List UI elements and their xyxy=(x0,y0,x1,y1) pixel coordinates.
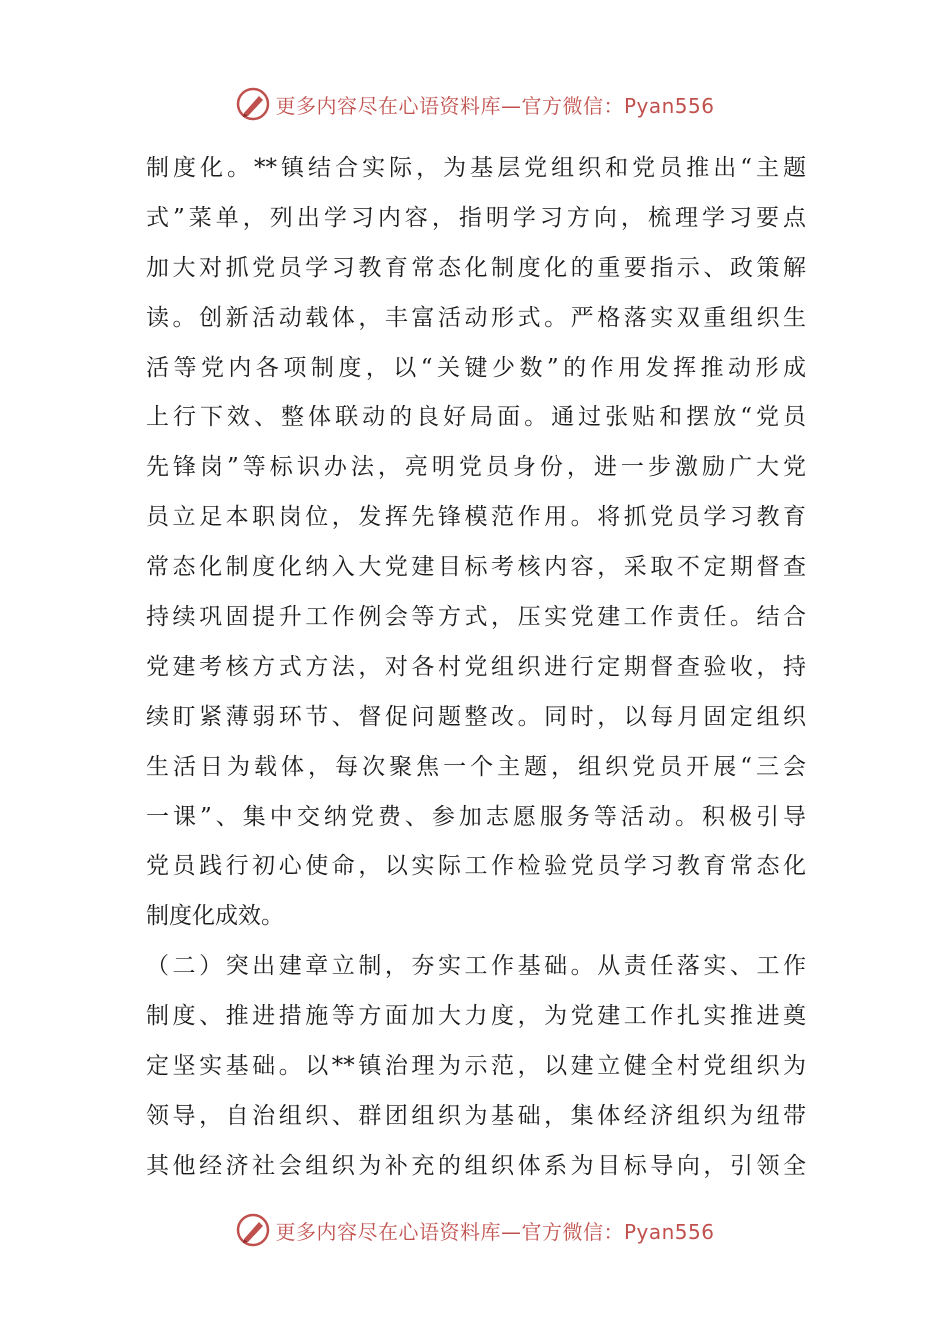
text-line: 读。创新活动载体，丰富活动形式。严格落实双重组织生 xyxy=(146,304,806,331)
header-watermark-banner xyxy=(0,84,950,124)
text-line: 一课”、集中交纳党费、参加志愿服务等活动。积极引导 xyxy=(146,803,806,830)
pen-logo-icon xyxy=(235,86,271,122)
text-line: 生活日为载体，每次聚焦一个主题，组织党员开展“三会 xyxy=(146,753,806,780)
text-line: 先锋岗”等标识办法，亮明党员身份，进一步激励广大党 xyxy=(146,454,806,481)
document-body xyxy=(146,144,806,1192)
section-heading-line: （二）突出建章立制，夯实工作基础。从责任落实、工作 xyxy=(146,953,806,980)
text-line: 式”菜单，列出学习内容，指明学习方向，梳理学习要点 xyxy=(146,204,806,231)
text-line: 定坚实基础。以**镇治理为示范，以建立健全村党组织为 xyxy=(146,1053,806,1080)
pen-logo-icon xyxy=(235,1212,271,1248)
text-line: 续盯紧薄弱环节、督促问题整改。同时，以每月固定组织 xyxy=(146,703,806,730)
text-line: 党建考核方式方法，对各村党组织进行定期督查验收，持 xyxy=(146,653,806,680)
text-line: 常态化制度化纳入大党建目标考核内容，采取不定期督查 xyxy=(146,554,806,581)
text-line: 领导，自治组织、群团组织为基础，集体经济组织为纽带 xyxy=(146,1102,806,1129)
text-line: 上行下效、整体联动的良好局面。通过张贴和摆放“党员 xyxy=(146,404,806,431)
text-line: 员立足本职岗位，发挥先锋模范作用。将抓党员学习教育 xyxy=(146,504,806,531)
header-banner-text: 更多内容尽在心语资料库—官方微信：Pyan556 xyxy=(275,93,715,118)
text-line: 其他经济社会组织为补充的组织体系为目标导向，引领全 xyxy=(146,1152,806,1179)
text-line: 制度化。**镇结合实际，为基层党组织和党员推出“主题 xyxy=(146,155,806,181)
text-line: 制度、推进措施等方面加大力度，为党建工作扎实推进奠 xyxy=(146,1003,806,1030)
text-line: 加大对抓党员学习教育常态化制度化的重要指示、政策解 xyxy=(146,254,806,281)
text-line: 党员践行初心使命，以实际工作检验党员学习教育常态化 xyxy=(146,853,806,880)
footer-watermark-banner xyxy=(0,1210,950,1250)
paragraph-end-line: 制度化成效。 xyxy=(146,903,284,930)
text-line: 持续巩固提升工作例会等方式，压实党建工作责任。结合 xyxy=(146,604,806,631)
footer-banner-text: 更多内容尽在心语资料库—官方微信：Pyan556 xyxy=(275,1219,715,1244)
text-line: 活等党内各项制度，以“关键少数”的作用发挥推动形成 xyxy=(146,354,806,381)
